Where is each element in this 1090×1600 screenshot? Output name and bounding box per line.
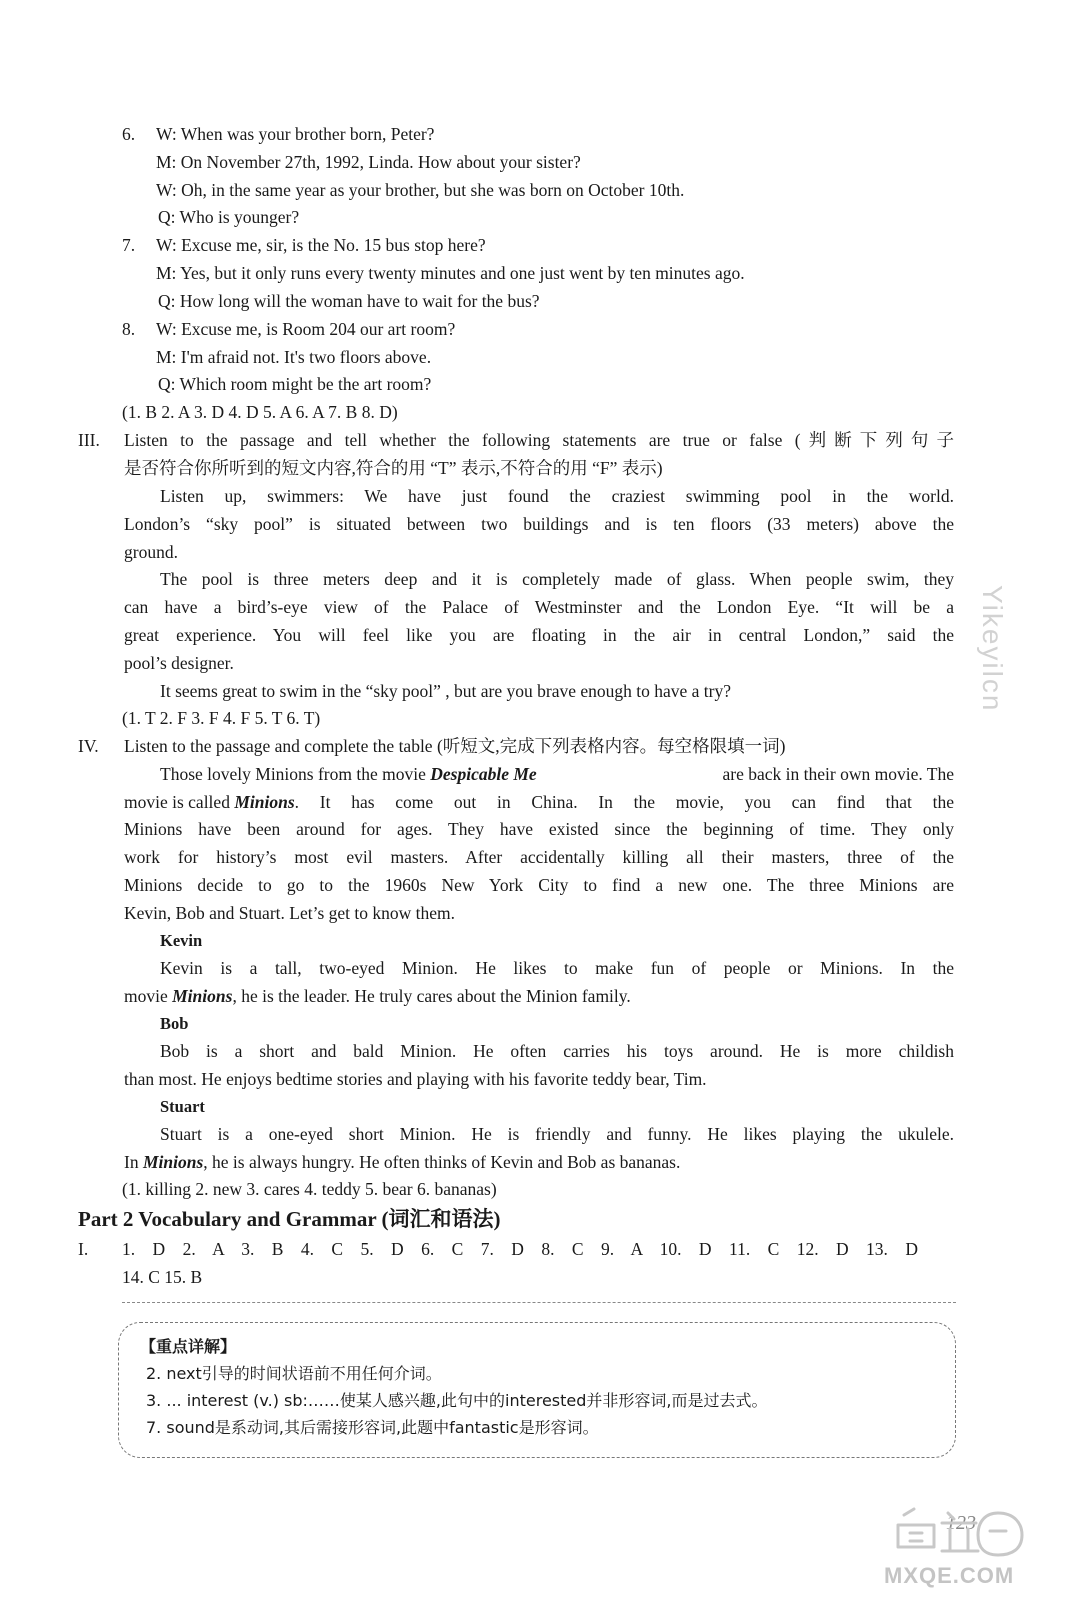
dashed-divider <box>122 1302 956 1303</box>
dialogue-line: M: On November 27th, 1992, Linda. How about your sister? <box>156 152 581 172</box>
passage-text: , he is the leader. He truly cares about the Minion family. <box>232 986 631 1006</box>
passage-text: movie is called <box>124 792 235 812</box>
passage-line <box>160 763 954 785</box>
dialogue-line: M: I'm afraid not. It's two floors above. <box>156 347 432 367</box>
dialogue-line: M: Yes, but it only runs every twenty minutes and one just went by ten minutes ago. <box>156 263 745 283</box>
section-numeral: IV. <box>78 736 99 756</box>
passage-text: , he is always hungry. He often thinks of Kevin and Bob as bananas. <box>203 1152 681 1172</box>
passage-line: great experience. You will feel like you are floating in the air in central London,” said the <box>124 625 954 645</box>
answer-key: (1. B 2. A 3. D 4. D 5. A 6. A 7. B 8. D) <box>122 402 398 422</box>
subheading-kevin: Kevin <box>160 931 203 950</box>
part-title: Part 2 Vocabulary and Grammar (词汇和语法) <box>78 1207 501 1231</box>
passage-line: than most. He enjoys bedtime stories and playing with his favorite teddy bear, Tim. <box>124 1069 707 1089</box>
movie-title: Despicable Me <box>430 764 537 784</box>
section-instruction: 是否符合你所听到的短文内容,符合的用 “T” 表示,不符合的用 “F” 表示) <box>124 458 663 478</box>
page-number: 123 <box>946 1512 976 1534</box>
passage-line: Listen up, swimmers: We have just found the craziest swimming pool in the world. <box>160 486 954 506</box>
passage-line <box>124 791 954 813</box>
dialogue-line: W: Excuse me, sir, is the No. 15 bus stop here? <box>156 235 486 255</box>
question-line: Q: Who is younger? <box>158 207 300 227</box>
dialogue-line: W: Excuse me, is Room 204 our art room? <box>156 319 456 339</box>
passage-line: London’s “sky pool” is situated between two buildings and is ten floors (33 meters) above the <box>124 514 954 534</box>
passage-line: ground. <box>124 542 178 562</box>
answer-key: 14. C 15. B <box>122 1267 203 1287</box>
dialogue-line: W: When was your brother born, Peter? <box>156 124 435 144</box>
section-numeral: III. <box>78 430 100 450</box>
question-line: Q: How long will the woman have to wait for the bus? <box>158 291 540 311</box>
site-logo <box>880 1505 1070 1590</box>
passage-text: Those lovely Minions from the movie <box>160 764 431 784</box>
passage-line: Kevin is a tall, two-eyed Minion. He likes to make fun of people or Minions. In the <box>160 958 954 978</box>
subheading-bob: Bob <box>160 1014 189 1033</box>
passage-line: pool’s designer. <box>124 653 234 673</box>
movie-title: Minions <box>172 986 233 1006</box>
passage-line: Minions decide to go to the 1960s New York City to find a new one. The three Minions are <box>124 875 954 895</box>
passage-text: . It has come out in China. In the movie, you can find that the <box>294 792 954 812</box>
note-line: 3. ... interest (v.) sb:……使某人感兴趣,此句中的interested并非形容词,而是过去式。 <box>146 1391 768 1410</box>
movie-title: Minions <box>234 792 295 812</box>
movie-title: Minions <box>142 1152 204 1172</box>
passage-line: can have a bird’s-eye view of the Palace of Westminster and the London Eye. “It will be a <box>124 597 954 617</box>
question-number: 7. <box>122 235 136 255</box>
answer-key: 1. D 2. A 3. B 4. C 5. D 6. C 7. D 8. C 9. A 10. D 11. C 12. D 13. D <box>122 1239 918 1259</box>
passage-text: are back in their own movie. The <box>718 764 954 784</box>
note-line: 7. sound是系动词,其后需接形容词,此题中fantastic是形容词。 <box>146 1418 599 1437</box>
question-number: 6. <box>122 124 136 144</box>
note-line: 2. next引导的时间状语前不用任何介词。 <box>146 1364 442 1383</box>
passage-line: work for history’s most evil masters. After accidentally killing all their masters, three of the <box>124 847 954 867</box>
passage-line: It seems great to swim in the “sky pool” , but are you brave enough to have a try? <box>160 681 732 701</box>
passage-line <box>124 1151 680 1173</box>
passage-line: The pool is three meters deep and it is completely made of glass. When people swim, they <box>160 569 954 589</box>
question-line: Q: Which room might be the art room? <box>158 374 432 394</box>
passage-line: Kevin, Bob and Stuart. Let’s get to know them. <box>124 903 455 923</box>
passage-line <box>124 985 631 1007</box>
passage-text: movie <box>124 986 173 1006</box>
passage-line: Bob is a short and bald Minion. He often carries his toys around. He is more childish <box>160 1041 954 1061</box>
section-instruction: Listen to the passage and complete the table (听短文,完成下列表格内容。每空格限填一词) <box>124 736 786 756</box>
passage-text: In <box>124 1152 143 1172</box>
notes-heading: 【重点详解】 <box>140 1337 237 1356</box>
section-instruction: Listen to the passage and tell whether the following statements are true or false (判断下列句子 <box>124 430 954 450</box>
side-watermark: Yikeyilcn <box>977 585 1008 713</box>
subheading-stuart: Stuart <box>160 1097 205 1116</box>
answer-key: (1. killing 2. new 3. cares 4. teddy 5. bear 6. bananas) <box>122 1179 497 1199</box>
section-numeral: I. <box>78 1239 89 1259</box>
dialogue-line: W: Oh, in the same year as your brother, but she was born on October 10th. <box>156 180 685 200</box>
question-number: 8. <box>122 319 136 339</box>
logo-text: MXQE.COM <box>884 1563 1015 1588</box>
passage-line: Minions have been around for ages. They have existed since the beginning of time. They only <box>124 819 954 839</box>
passage-line: Stuart is a one-eyed short Minion. He is friendly and funny. He likes playing the ukulele. <box>160 1124 954 1144</box>
answer-key: (1. T 2. F 3. F 4. F 5. T 6. T) <box>122 708 321 728</box>
